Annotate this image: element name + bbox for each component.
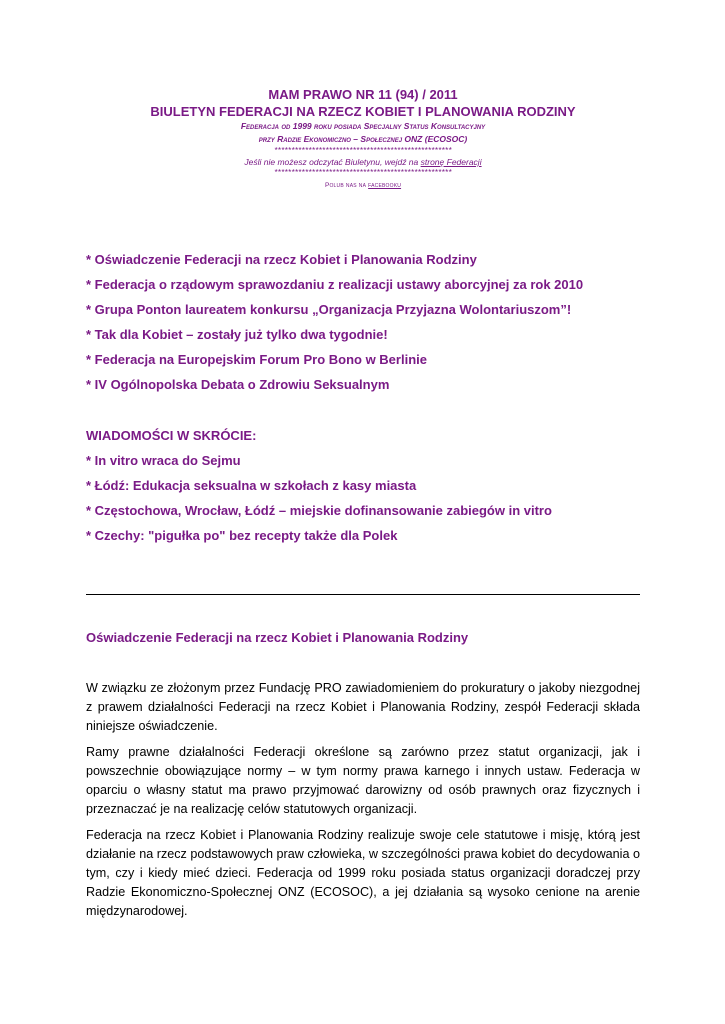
status-line-2: przy Radzie Ekonomiczno – Społecznej ONZ (ECOSOC) <box>258 134 468 144</box>
paragraph: Ramy prawne działalności Federacji określone są zarówno przez statut organizacji, jak i powszechnie obowiązujące normy – w tym normy prawa karnego i innych ustaw. Federacja w oparciu o własny statut ma prawo przyjmować darowizny od osób prawnych oraz fizycznych i przeznaczać je na realizację celów statutowych organizacji. <box>86 745 640 816</box>
brief-item[interactable]: * Łódź: Edukacja seksualna w szkołach z kasy miasta <box>86 478 417 493</box>
read-note-prefix: Jeśli nie możesz odczytać Biuletynu, wejdź na <box>244 157 421 167</box>
toc-item[interactable]: * IV Ogólnopolska Debata o Zdrowiu Seksualnym <box>86 377 390 392</box>
toc-item[interactable]: * Grupa Ponton laureatem konkursu „Organizacja Przyjazna Wolontariuszom”! <box>86 302 572 317</box>
toc-item[interactable]: * Federacja o rządowym sprawozdaniu z realizacji ustawy aborcyjnej za rok 2010 <box>86 277 584 292</box>
brief-item[interactable]: * Czechy: "pigułka po" bez recepty także dla Polek <box>86 528 398 543</box>
section-body <box>86 679 640 928</box>
facebook-like <box>86 180 640 192</box>
facebook-like-prefix: Polub nas na <box>324 182 369 189</box>
stars-divider-top: **************************************************** <box>274 146 452 155</box>
newsletter-title: MAM PRAWO NR 11 (94) / 2011 <box>268 87 458 102</box>
brief-item[interactable]: * Częstochowa, Wrocław, Łódź – miejskie dofinansowanie zabiegów in vitro <box>86 503 552 518</box>
section-divider <box>86 594 640 595</box>
brief-item[interactable]: * In vitro wraca do Sejmu <box>86 453 241 468</box>
read-note <box>86 156 640 168</box>
news-brief <box>86 426 646 548</box>
newsletter-header <box>86 86 640 192</box>
paragraph: W związku ze złożonym przez Fundację PRO zawiadomieniem do prokuratury o jakoby niezgodnej z prawem działalności Federacji na rzecz Kobiet i Planowania Rodziny, zespół Federacji składa niniejsze oświadczenie. <box>86 681 640 733</box>
stars-divider-bottom: **************************************************** <box>274 168 452 177</box>
section-title: Oświadczenie Federacji na rzecz Kobiet i Planowania Rodziny <box>86 630 469 645</box>
news-brief-title: WIADOMOŚCI W SKRÓCIE: <box>86 428 257 443</box>
facebook-link[interactable]: facebooku <box>368 182 402 189</box>
table-of-contents <box>86 247 646 397</box>
toc-item[interactable]: * Federacja na Europejskim Forum Pro Bono w Berlinie <box>86 352 427 367</box>
toc-item[interactable]: * Tak dla Kobiet – zostały już tylko dwa tygodnie! <box>86 327 388 342</box>
newsletter-subtitle: BIULETYN FEDERACJI NA RZECZ KOBIET I PLANOWANIA RODZINY <box>150 104 576 119</box>
paragraph: Federacja na rzecz Kobiet i Planowania Rodziny realizuje swoje cele statutowe i misję, którą jest działanie na rzecz podstawowych praw człowieka, w szczególności prawa kobiet do decydowania o tym, czy i kiedy mieć dzieci. Federacja od 1999 roku posiada status organizacji doradczej przy Radzie Ekonomiczno-Społecznej ONZ (ECOSOC), a jej działania są wysoko cenione na arenie międzynarodowej. <box>86 828 640 918</box>
federation-site-link[interactable]: stronę Federacji <box>420 157 482 167</box>
status-line-1: Federacja od 1999 roku posiada Specjalny Status Konsultacyjny <box>240 121 486 131</box>
toc-item[interactable]: * Oświadczenie Federacji na rzecz Kobiet i Planowania Rodziny <box>86 252 477 267</box>
